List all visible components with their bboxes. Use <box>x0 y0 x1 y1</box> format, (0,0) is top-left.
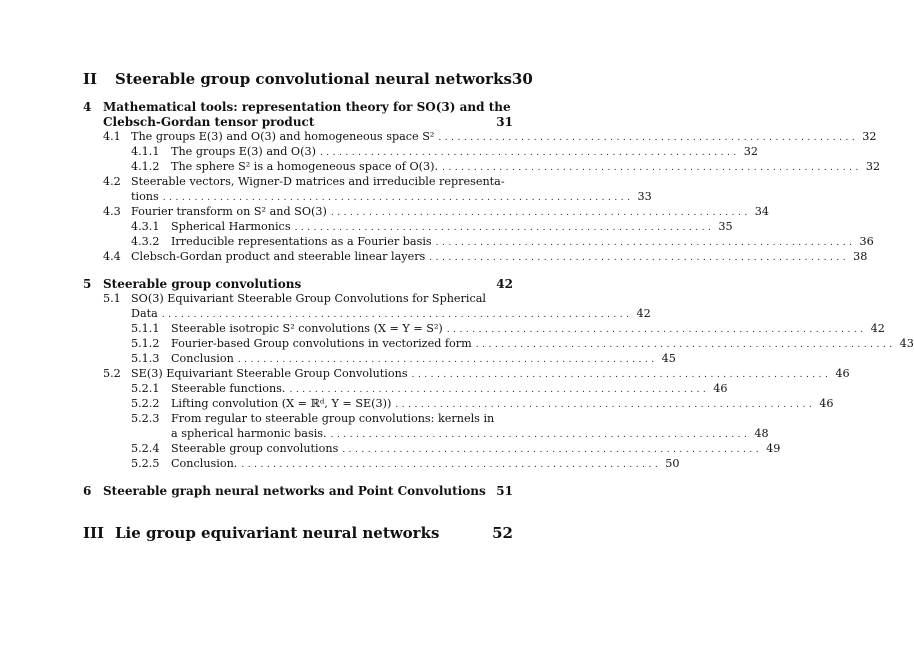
toc-chapter-row <box>83 100 513 114</box>
leader-dots: .......................................................................... <box>161 310 633 320</box>
subsection-page: 43 <box>899 337 914 350</box>
section-title-line1: Steerable vectors, Wigner-D matrices and irreducible representa- <box>131 175 505 188</box>
section-number: 5.2 <box>103 367 121 380</box>
toc-part-row <box>83 70 533 88</box>
leader-dots: .................................................................. <box>241 460 662 470</box>
subsection-number: 5.1.2 <box>131 337 160 350</box>
subsection-number: 4.3.2 <box>131 235 160 248</box>
part-number: III <box>83 524 105 542</box>
chapter-page: 51 <box>496 484 513 498</box>
subsection-page: 35 <box>718 220 733 233</box>
toc-chapter-row-cont <box>103 115 513 129</box>
subsection-page: 45 <box>661 352 676 365</box>
toc-subsection-row <box>131 382 728 395</box>
toc-section-row <box>103 250 868 263</box>
subsection-title: Lifting convolution (X = ℝᵈ, Y = SE(3)) <box>171 397 392 410</box>
section-page: 42 <box>636 307 651 320</box>
part-page: 30 <box>511 70 533 88</box>
part-page: 52 <box>492 524 513 542</box>
chapter-title-line2: Clebsch-Gordan tensor product <box>103 115 315 129</box>
section-title: SE(3) Equivariant Steerable Group Convolutions <box>131 367 408 380</box>
toc-section-row-cont <box>131 307 651 320</box>
toc-subsection-row <box>131 337 914 350</box>
subsection-title-line1: From regular to steerable group convolutions: kernels in <box>171 412 495 425</box>
section-title-line2: tions <box>131 190 159 203</box>
leader-dots: .................................................................. <box>237 355 658 365</box>
leader-dots: .................................................................. <box>330 208 751 218</box>
toc-subsection-row <box>131 352 676 365</box>
part-number: II <box>83 70 98 88</box>
section-number: 4.1 <box>103 130 121 143</box>
subsection-number: 5.2.2 <box>131 397 160 410</box>
toc-section-row-cont <box>131 190 652 203</box>
toc-subsection-row <box>131 457 680 470</box>
toc-subsection-row <box>131 397 834 410</box>
section-page: 46 <box>835 367 850 380</box>
chapter-title-line1: Mathematical tools: representation theory for SO(3) and the <box>103 100 511 114</box>
chapter-title: Steerable group convolutions <box>103 277 302 291</box>
subsection-page: 46 <box>713 382 728 395</box>
subsection-number: 5.1.1 <box>131 322 160 335</box>
subsection-page: 46 <box>819 397 834 410</box>
section-page: 32 <box>862 130 877 143</box>
subsection-page: 36 <box>859 235 874 248</box>
subsection-page: 42 <box>870 322 885 335</box>
section-page: 33 <box>637 190 652 203</box>
toc-section-row <box>103 175 513 188</box>
leader-dots: .................................................................. <box>294 223 715 233</box>
subsection-title: Steerable functions. <box>171 382 286 395</box>
section-page: 34 <box>754 205 769 218</box>
section-number: 5.1 <box>103 292 121 305</box>
section-title: The groups E(3) and O(3) and homogeneous space S² <box>131 130 435 143</box>
section-number: 4.4 <box>103 250 121 263</box>
subsection-number: 5.2.5 <box>131 457 160 470</box>
subsection-number: 5.2.3 <box>131 412 160 425</box>
subsection-page: 48 <box>754 427 769 440</box>
chapter-page: 31 <box>496 115 513 129</box>
leader-dots: .......................................................................... <box>162 193 634 203</box>
leader-dots: .................................................................. <box>411 370 832 380</box>
part-title: Steerable group convolutional neural networks <box>115 70 512 88</box>
subsection-title: Conclusion. <box>171 457 238 470</box>
chapter-number: 6 <box>83 484 92 498</box>
leader-dots: .................................................................. <box>442 163 862 173</box>
subsection-number: 4.1.2 <box>131 160 160 173</box>
subsection-number: 5.2.1 <box>131 382 160 395</box>
leader-dots: .................................................................. <box>475 340 896 350</box>
subsection-title: Fourier-based Group convolutions in vectorized form <box>171 337 472 350</box>
toc-subsection-row <box>131 145 759 158</box>
leader-dots: .................................................................. <box>289 385 710 395</box>
toc-subsection-row <box>131 412 513 425</box>
toc-section-row <box>103 130 877 143</box>
toc-part-row <box>83 524 513 542</box>
subsection-title: The groups E(3) and O(3) <box>171 145 316 158</box>
leader-dots: .................................................................. <box>446 325 867 335</box>
subsection-number: 4.3.1 <box>131 220 160 233</box>
subsection-title: The sphere S² is a homogeneous space of O(3). <box>171 160 439 173</box>
subsection-title: Spherical Harmonics <box>171 220 291 233</box>
leader-dots: .................................................................. <box>395 400 816 410</box>
subsection-page: 49 <box>766 442 781 455</box>
leader-dots: .................................................................. <box>342 445 763 455</box>
leader-dots: .................................................................. <box>429 253 850 263</box>
section-title: Clebsch-Gordan product and steerable linear layers <box>131 250 426 263</box>
subsection-number: 5.2.4 <box>131 442 160 455</box>
section-title: Fourier transform on S² and SO(3) <box>131 205 327 218</box>
section-number: 4.3 <box>103 205 121 218</box>
leader-dots: .................................................................. <box>319 148 740 158</box>
chapter-page: 42 <box>496 277 513 291</box>
toc-subsection-row-cont <box>171 427 769 440</box>
section-title-line2: Data <box>131 307 158 320</box>
toc-subsection-row <box>131 160 881 173</box>
toc-chapter-row <box>83 277 513 291</box>
leader-dots: .................................................................. <box>435 238 856 248</box>
subsection-title: Steerable isotropic S² convolutions (X = Y = S²) <box>171 322 443 335</box>
part-title: Lie group equivariant neural networks <box>115 524 440 542</box>
section-title-line1: SO(3) Equivariant Steerable Group Convolutions for Spherical <box>131 292 486 305</box>
toc-section-row <box>103 292 513 305</box>
subsection-title: Steerable group convolutions <box>171 442 339 455</box>
subsection-page: 32 <box>743 145 759 158</box>
subsection-title-line2: a spherical harmonic basis. <box>171 427 327 440</box>
subsection-page: 50 <box>665 457 680 470</box>
toc-chapter-row <box>83 484 513 498</box>
subsection-title: Irreducible representations as a Fourier basis <box>171 235 432 248</box>
toc-subsection-row <box>131 220 733 233</box>
toc-section-row <box>103 367 850 380</box>
subsection-number: 4.1.1 <box>131 145 160 158</box>
subsection-title: Conclusion <box>171 352 234 365</box>
toc-subsection-row <box>131 442 781 455</box>
leader-dots: .................................................................. <box>330 430 751 440</box>
toc-subsection-row <box>131 235 874 248</box>
section-number: 4.2 <box>103 175 121 188</box>
subsection-number: 5.1.3 <box>131 352 160 365</box>
chapter-number: 5 <box>83 277 92 291</box>
chapter-title: Steerable graph neural networks and Point Convolutions <box>103 484 486 498</box>
leader-dots: .................................................................. <box>438 133 859 143</box>
subsection-page: 32 <box>865 160 881 173</box>
chapter-number: 4 <box>83 100 92 114</box>
section-page: 38 <box>853 250 868 263</box>
toc-section-row <box>103 205 769 218</box>
toc-subsection-row <box>131 322 885 335</box>
